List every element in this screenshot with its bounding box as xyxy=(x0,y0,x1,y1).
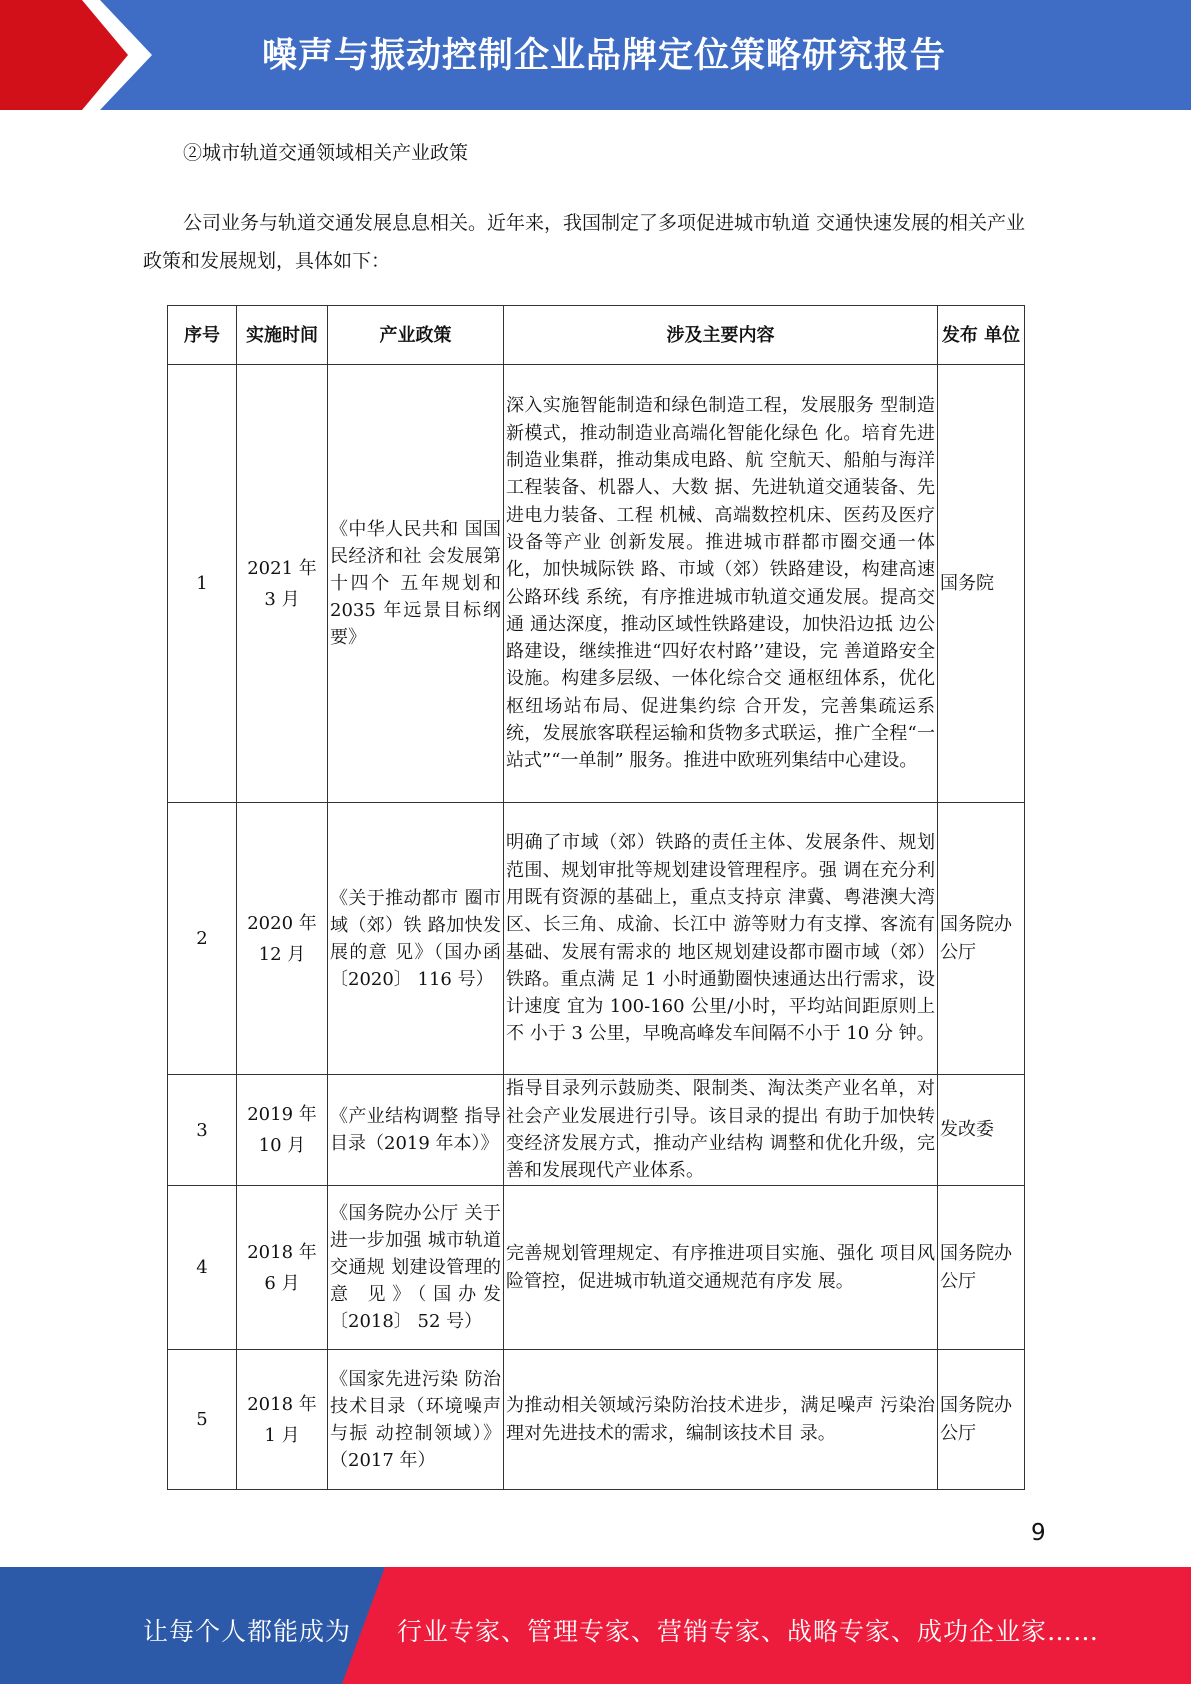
row-policy: 《产业结构调整 指导目录（2019 年本）》 xyxy=(328,1075,504,1186)
row-content: 指导目录列示鼓励类、限制类、淘汰类产业名单，对社会产业发展进行引导。该目录的提出 有助于加快转变经济发展方式，推动产业结构 调整和优化升级，完善和发展现代产业体系。 xyxy=(504,1075,938,1186)
footer-slogan-right: 行业专家、管理专家、营销专家、战略专家、成功企业家…… xyxy=(397,1617,1100,1646)
intro-paragraph: 公司业务与轨道交通发展息息相关。近年来，我国制定了多项促进城市轨道 交通快速发展的相关产业政策和发展规划，具体如下： xyxy=(143,212,1026,272)
page-header xyxy=(0,0,1191,110)
page-footer xyxy=(0,1567,1191,1684)
row-content: 深入实施智能制造和绿色制造工程，发展服务 型制造新模式，推动制造业高端化智能化绿色 化。培育先进制造业集群，推动集成电路、航 空航天、船舶与海洋工程装备、机器人、大数 据、先进轨道交通装备、先进电力装备、工程 机械、高端数控机床、医药及医疗设备等产业 创新发展。推进城市群都市圈交通一体化，加快城际铁 路、市域（郊）铁路建设，构建高速公路环线 系统，有序推进城市轨道交通发展。提高交通 通达深度，推动区域性铁路建设，加快沿边抵 边公路建设，继续推进“四好农村路’’建设，完 善道路安全设施。构建多层级、一体化综合交 通枢纽体系，优化枢纽场站布局、促进集约综 合开发，完善集疏运系统，发展旅客联程运输和货物多式联运，推广全程“一站式”“一单制” 服务。推进中欧班列集结中心建设。 xyxy=(504,365,938,803)
policy-table xyxy=(167,305,1025,1490)
row-unit: 国务院办公厅 xyxy=(938,1350,1025,1490)
row-no: 1 xyxy=(168,365,237,803)
table-row xyxy=(168,1186,1025,1350)
row-no: 2 xyxy=(168,803,237,1075)
row-unit: 国务院办公厅 xyxy=(938,1186,1025,1350)
table-row xyxy=(168,1350,1025,1490)
table-row xyxy=(168,365,1025,803)
row-unit: 国务院办公厅 xyxy=(938,803,1025,1075)
row-policy: 《国务院办公厅 关于进一步加强 城市轨道交通规 划建设管理的意 见》（国办发〔2018〕 52 号） xyxy=(328,1186,504,1350)
row-no: 5 xyxy=(168,1350,237,1490)
section-subheading: ②城市轨道交通领域相关产业政策 xyxy=(183,142,469,164)
row-no: 3 xyxy=(168,1075,237,1186)
page-number: 9 xyxy=(1031,1520,1046,1546)
row-time: 2019 年 10 月 xyxy=(237,1075,328,1186)
table-row xyxy=(168,803,1025,1075)
row-time: 2018 年 6 月 xyxy=(237,1186,328,1350)
row-time: 2021 年 3 月 xyxy=(237,365,328,803)
header-time: 实施时间 xyxy=(237,306,328,365)
row-content: 为推动相关领域污染防治技术进步，满足噪声 污染治理对先进技术的需求，编制该技术目 录。 xyxy=(504,1350,938,1490)
header-no: 序号 xyxy=(168,306,237,365)
row-policy: 《中华人民共和 国国民经济和社 会发展第十四个 五年规划和 2035 年远景目标纲 要》 xyxy=(328,365,504,803)
row-time: 2018 年 1 月 xyxy=(237,1350,328,1490)
row-no: 4 xyxy=(168,1186,237,1350)
row-policy: 《国家先进污染 防治技术目录（环境噪声与振 动控制领域）》（2017 年） xyxy=(328,1350,504,1490)
header-policy: 产业政策 xyxy=(328,306,504,365)
row-content: 完善规划管理规定、有序推进项目实施、强化 项目风险管控，促进城市轨道交通规范有序发 展。 xyxy=(504,1186,938,1350)
row-unit: 发改委 xyxy=(938,1075,1025,1186)
row-time: 2020 年 12 月 xyxy=(237,803,328,1075)
table-header-row xyxy=(168,306,1025,365)
header-content: 涉及主要内容 xyxy=(504,306,938,365)
header-unit: 发布 单位 xyxy=(938,306,1025,365)
footer-slogan-left: 让每个人都能成为 xyxy=(143,1617,352,1646)
row-content: 明确了市域（郊）铁路的责任主体、发展条件、规划范围、规划审批等规划建设管理程序。强 调在充分利用既有资源的基础上，重点支持京 津冀、粤港澳大湾区、长三角、成渝、长江中 游等财力有支撑、客流有基础、发展有需求的 地区规划建设都市圈市域（郊）铁路。重点满 足 1 小时通勤圈快速通达出行需求，设计速度 宜为 100-160 公里/小时，平均站间距原则上不 小于 3 公里，早晚高峰发车间隔不小于 10 分 钟。 xyxy=(504,803,938,1075)
row-policy: 《关于推动都市 圈市域（郊）铁 路加快发展的意 见》（国办函〔2020〕 116 号） xyxy=(328,803,504,1075)
table-row xyxy=(168,1075,1025,1186)
report-title: 噪声与振动控制企业品牌定位策略研究报告 xyxy=(262,36,947,76)
row-unit: 国务院 xyxy=(938,365,1025,803)
